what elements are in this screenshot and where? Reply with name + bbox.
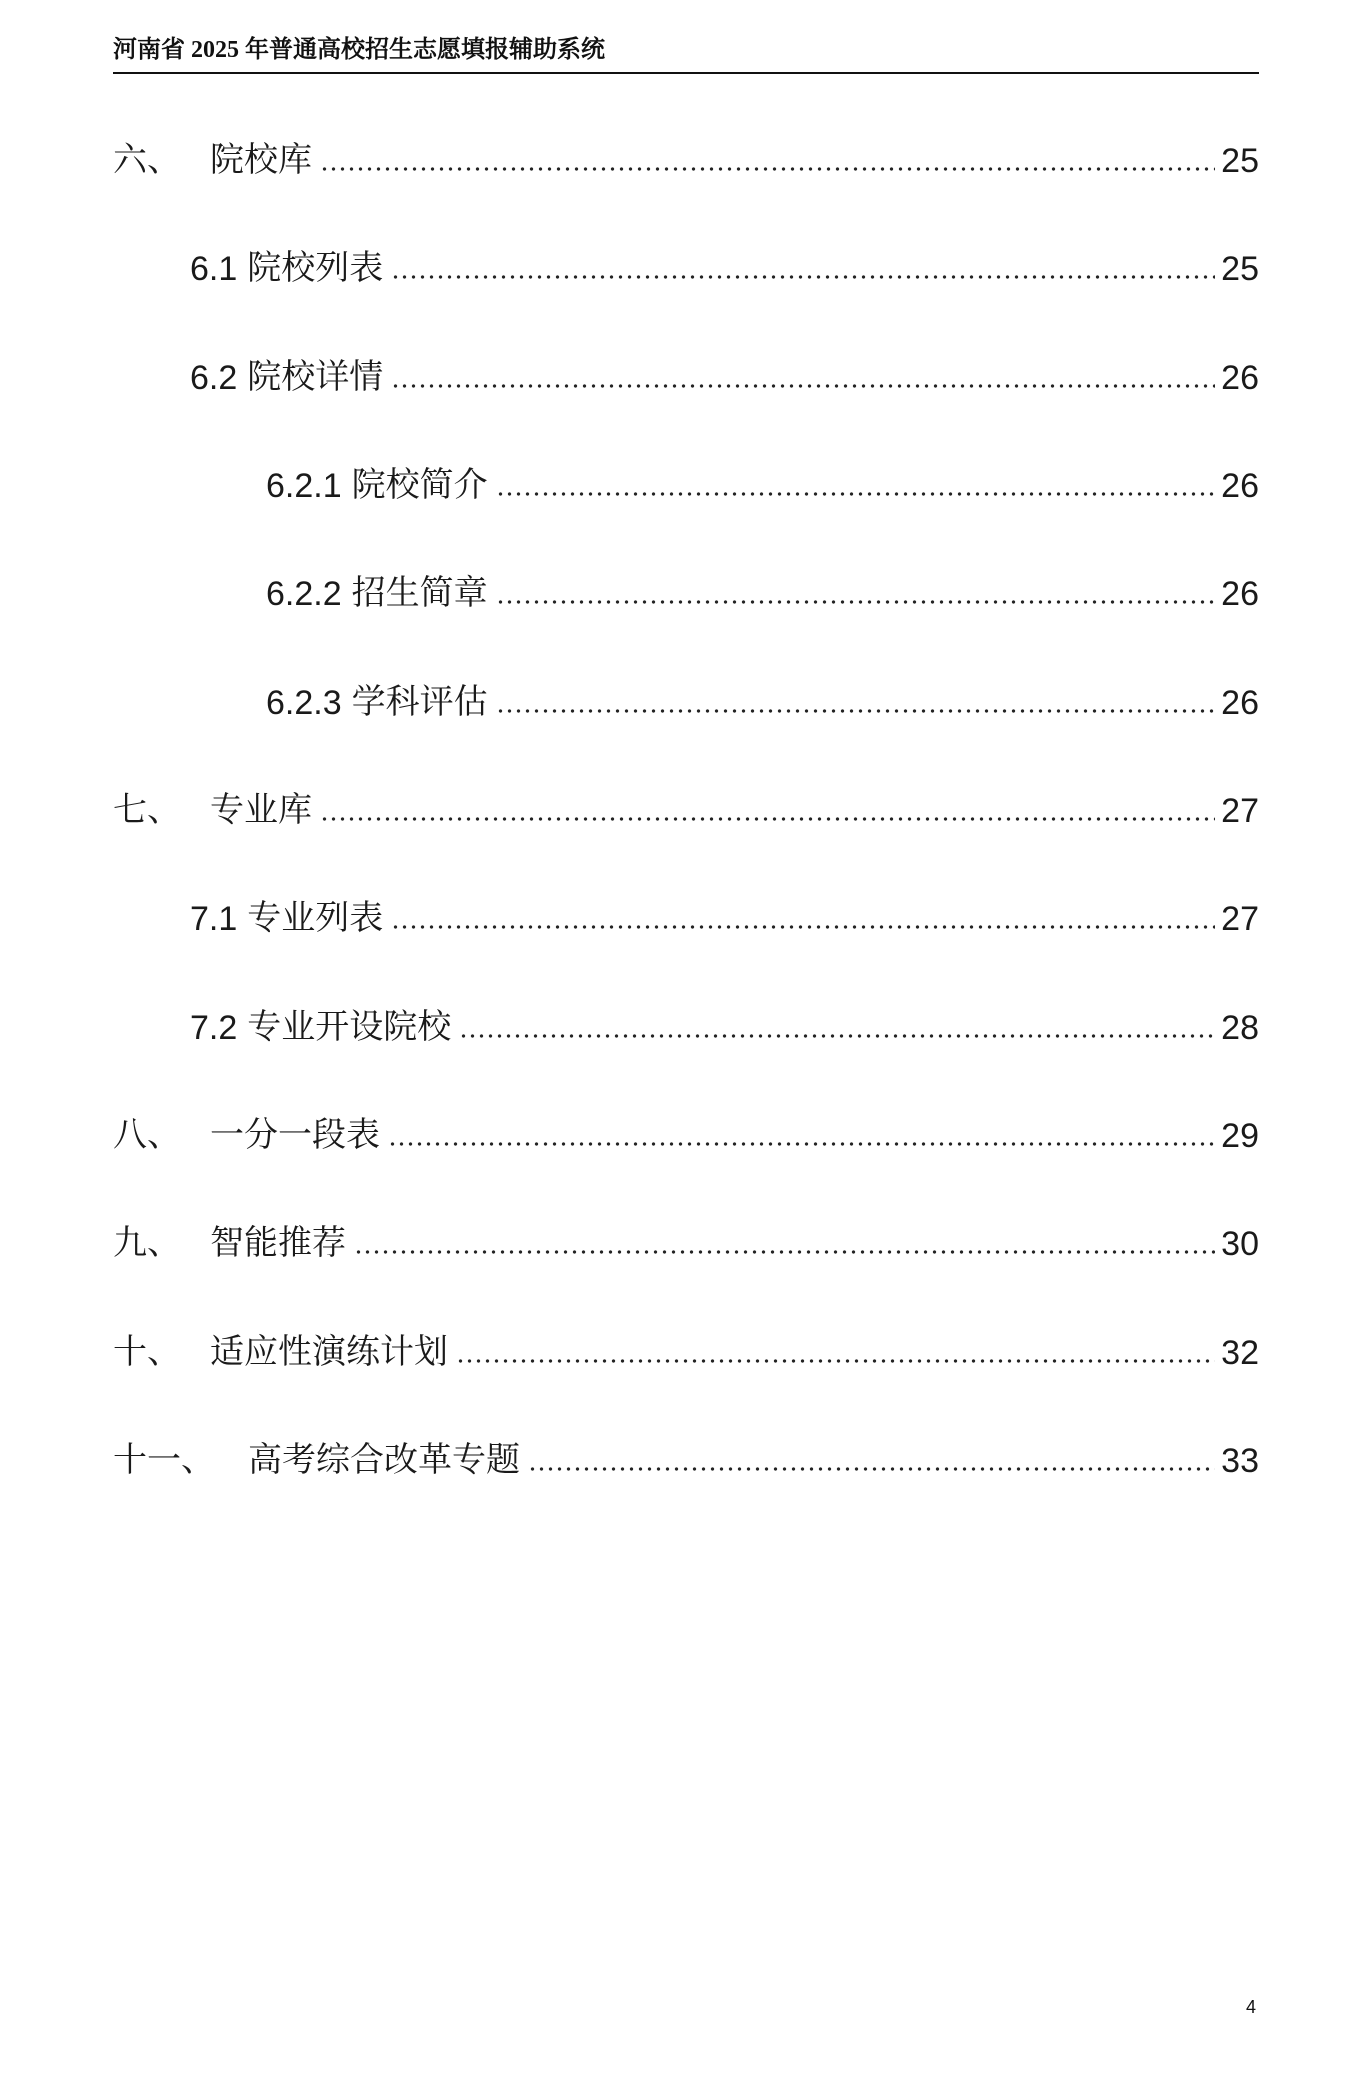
toc-entry[interactable] [113, 324, 1259, 432]
toc-dot-leader [320, 150, 1215, 172]
toc-entry-page: 27 [1221, 900, 1259, 939]
toc-entry-title: 智能推荐 [210, 1225, 346, 1263]
toc-entry-title: 高考综合改革专题 [248, 1442, 520, 1480]
table-of-contents [113, 107, 1259, 1515]
running-header-title: 河南省 2025 年普通高校招生志愿填报辅助系统 [113, 37, 605, 63]
toc-entry[interactable] [113, 540, 1259, 648]
toc-entry-title: 适应性演练计划 [210, 1333, 448, 1371]
page-number: 4 [1245, 1997, 1256, 2017]
toc-entry-title: 专业库 [210, 792, 312, 830]
toc-entry-number: 6.2.1 [266, 467, 342, 506]
toc-entry-page: 27 [1221, 792, 1259, 831]
toc-entry-title: 院校列表 [247, 250, 384, 288]
header-divider [113, 72, 1259, 74]
toc-entry-title: 院校库 [210, 142, 312, 180]
toc-entry-page: 25 [1221, 250, 1259, 289]
toc-entry[interactable] [113, 1190, 1259, 1298]
toc-entry-number: 九、 [113, 1225, 181, 1263]
toc-entry-title: 院校简介 [351, 467, 488, 505]
toc-entry-page: 32 [1221, 1333, 1259, 1372]
toc-dot-leader [391, 367, 1215, 389]
toc-dot-leader [391, 258, 1215, 280]
toc-entry-page: 25 [1221, 142, 1259, 181]
toc-entry[interactable] [113, 1299, 1259, 1407]
toc-entry-title: 学科评估 [351, 683, 488, 721]
toc-dot-leader [320, 800, 1215, 822]
toc-entry-number: 六、 [113, 142, 181, 180]
toc-dot-leader [528, 1450, 1215, 1472]
toc-entry-page: 29 [1221, 1117, 1259, 1156]
toc-entry[interactable] [113, 974, 1259, 1082]
toc-entry-number: 七、 [113, 792, 181, 830]
toc-entry-title: 专业开设院校 [247, 1008, 452, 1046]
toc-entry-number: 十、 [113, 1333, 181, 1371]
toc-entry-number: 6.2.2 [266, 575, 342, 614]
toc-dot-leader [459, 1017, 1215, 1039]
toc-entry-number: 7.1 [190, 900, 238, 939]
toc-entry[interactable] [113, 1082, 1259, 1190]
toc-entry[interactable] [113, 1407, 1259, 1515]
toc-dot-leader [456, 1342, 1215, 1364]
toc-entry-title: 一分一段表 [210, 1117, 380, 1155]
toc-dot-leader [496, 583, 1216, 605]
toc-entry[interactable] [113, 757, 1259, 865]
toc-entry[interactable] [113, 432, 1259, 540]
toc-entry[interactable] [113, 215, 1259, 323]
toc-dot-leader [391, 908, 1215, 930]
toc-entry[interactable] [113, 649, 1259, 757]
toc-entry-page: 26 [1221, 358, 1259, 397]
toc-entry-number: 八、 [113, 1117, 181, 1155]
toc-entry-number: 6.2.3 [266, 683, 342, 722]
toc-entry[interactable] [113, 107, 1259, 215]
toc-entry-page: 26 [1221, 575, 1259, 614]
toc-dot-leader [496, 692, 1216, 714]
toc-entry-page: 30 [1221, 1225, 1259, 1264]
toc-dot-leader [354, 1233, 1215, 1255]
toc-entry-number: 7.2 [190, 1008, 238, 1047]
toc-entry-title: 院校详情 [247, 358, 384, 396]
toc-entry-title: 招生简章 [351, 575, 488, 613]
toc-entry[interactable] [113, 865, 1259, 973]
toc-entry-page: 26 [1221, 683, 1259, 722]
toc-entry-number: 十一、 [113, 1442, 215, 1480]
toc-entry-page: 33 [1221, 1442, 1259, 1481]
toc-entry-page: 26 [1221, 467, 1259, 506]
toc-dot-leader [388, 1125, 1215, 1147]
toc-entry-page: 28 [1221, 1008, 1259, 1047]
toc-entry-number: 6.1 [190, 250, 238, 289]
toc-entry-title: 专业列表 [247, 900, 384, 938]
toc-entry-number: 6.2 [190, 358, 238, 397]
toc-dot-leader [496, 475, 1216, 497]
